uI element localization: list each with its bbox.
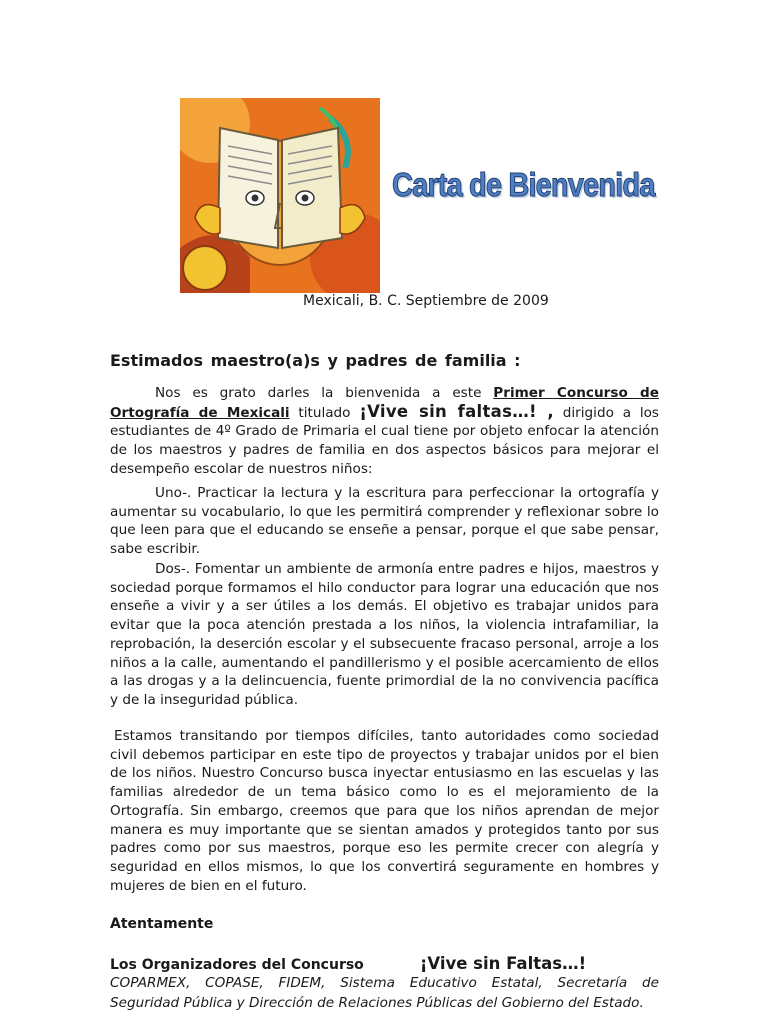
- organizers-line: [110, 954, 586, 973]
- greeting: Estimados maestro(a)s y padres de familia :: [110, 351, 521, 370]
- paragraph-two-text: Estamos transitando por tiempos difíciles, tanto autoridades como sociedad civil debemos participar en este tipo de proyectos y trabajar unidos por el bien de los niños. Nuestro Concurso busca inyectar entusiasmo en las escuelas y las familias alrededor de un tema básico como lo es el mejoramiento de la Ortografía. Sin embargo, creemos que para que los niños aprendan de mejor manera es muy importante que se sientan amados y protegidos tanto por sus padres como por sus maestros, porque eso les permite crecer con alegría y seguridad en ellos mismos, lo que los convertirá seguramente en hombres y mujeres de bien en el futuro.: [110, 728, 659, 894]
- child-reading-book-illustration: [180, 98, 380, 293]
- intro-after: dirigido a los estudiantes de 4º Grado de Primaria el cual tiene por objeto enfocar la atención de los maestros y padres de familia en dos aspectos básicos para mejorar el desempeño escolar de nuestros niños:: [110, 404, 660, 477]
- intro-paragraph: [110, 384, 659, 479]
- paragraph-two: [110, 727, 659, 895]
- sponsors-list: COPARMEX, COPASE, FIDEM, Sistema Educativo Estatal, Secretaría de Seguridad Pública y Dirección de Relaciones Públicas del Gobierno del Estado.: [110, 975, 659, 1011]
- intro-middle: titulado: [289, 404, 360, 421]
- point-two: Dos-. Fomentar un ambiente de armonía entre padres e hijos, maestros y sociedad porque formamos el hilo conductor para lograr una educación que nos enseñe a vivir y a ser útiles a los demás. El objetivo es trabajar unidos para evitar que la poca atención prestada a los niños, la violencia intrafamiliar, la reprobación, la deserción escolar y el subsecuente fracaso personal, arroje a los niños a la calle, aumentando el pandillerismo y el posible acercamiento de ellos a las drogas y a la delincuencia, fuente primordial de la no convivencia pacífica y de la inseguridad pública.: [110, 561, 659, 708]
- contest-slogan: ¡Vive sin faltas…! ,: [359, 401, 554, 421]
- intro-before: Nos es grato darles la bienvenida a este: [155, 385, 494, 401]
- organizers-slogan: ¡Vive sin Faltas…!: [419, 954, 587, 973]
- organizers-label: Los Organizadores del Concurso: [110, 957, 364, 973]
- dateline: Mexicali, B. C. Septiembre de 2009: [303, 293, 549, 309]
- letter-title: Carta de Bienvenida: [392, 166, 655, 203]
- closing: Atentamente: [110, 916, 214, 932]
- point-one: Uno-. Practicar la lectura y la escritura para perfeccionar la ortografía y aumentar su vocabulario, lo que les permitirá comprender y reflexionar sobre lo que leen para que el educando se enseñe a pensar, porque el que sabe pensar, sabe escribir.: [110, 485, 659, 558]
- contest-name: Primer Concurso de Ortografía de Mexicali: [110, 385, 659, 421]
